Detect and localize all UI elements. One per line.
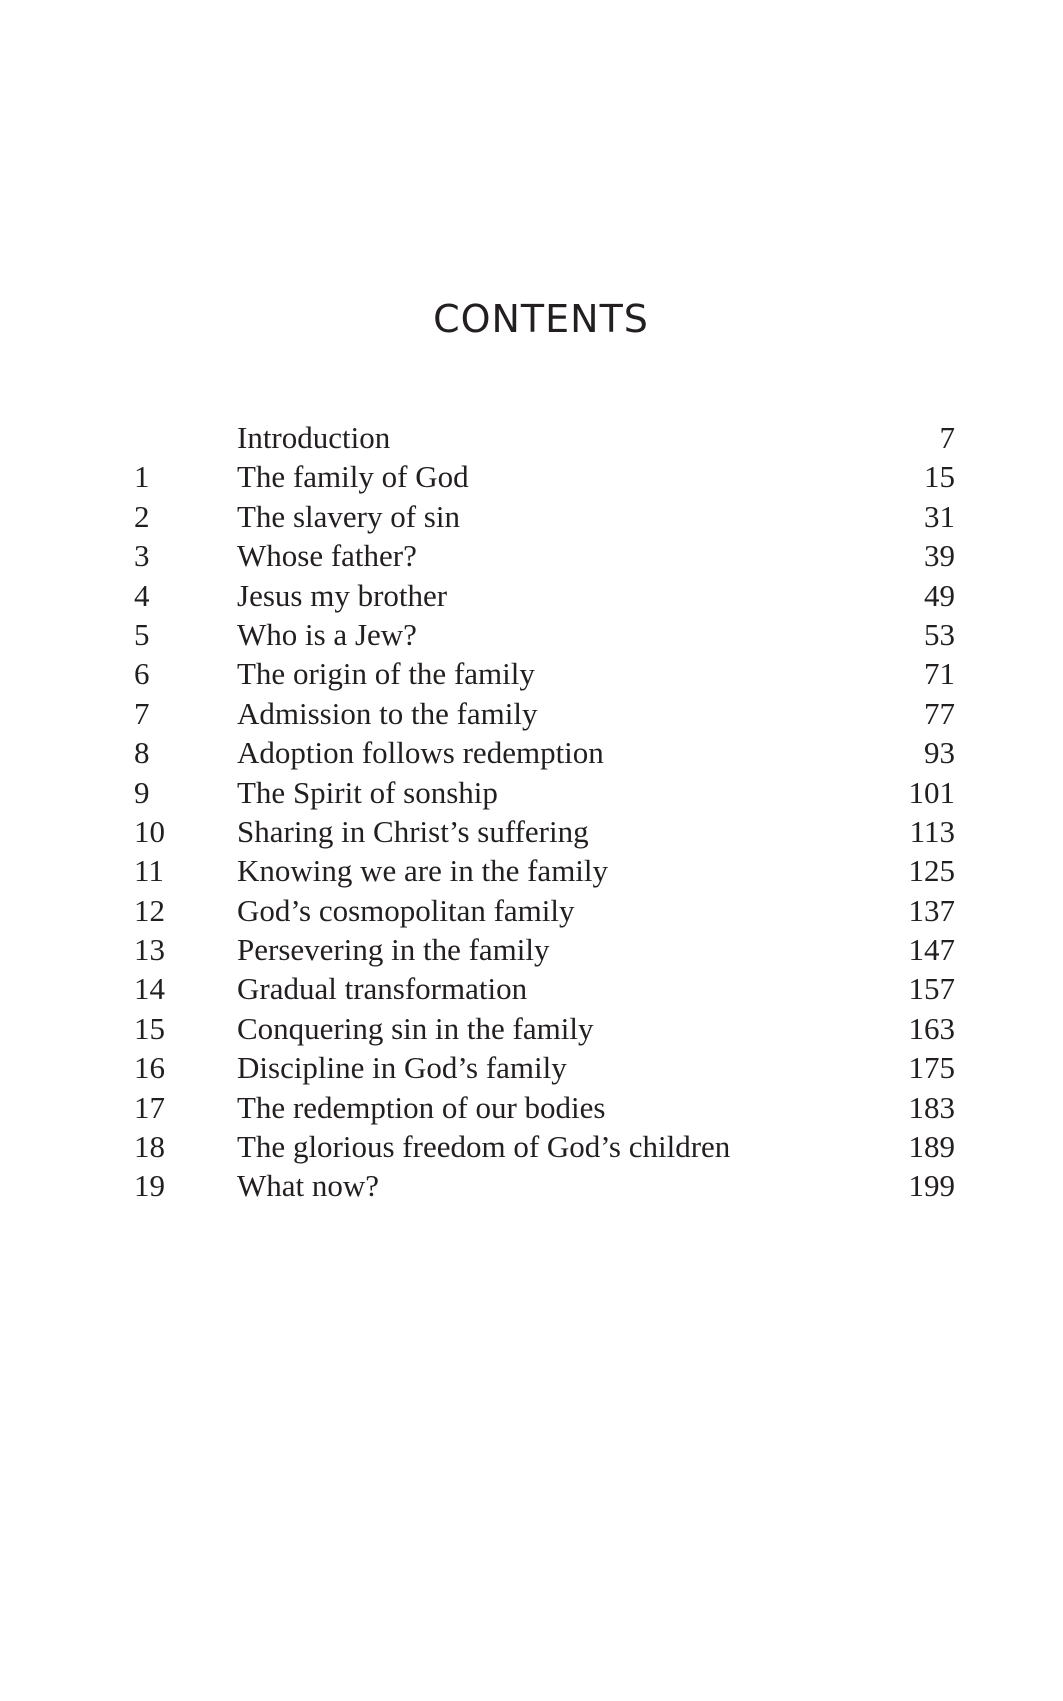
chapter-number: 19 [134, 1168, 165, 1204]
page-number: 113 [909, 813, 955, 849]
chapter-title: Jesus my brother [237, 577, 448, 613]
toc-entry [130, 969, 955, 1008]
toc-entry [130, 733, 955, 772]
chapter-title: The glorious freedom of God’s children [237, 1129, 731, 1165]
chapter-number: 4 [134, 577, 150, 613]
chapter-number: 7 [134, 695, 150, 731]
chapter-number: 14 [134, 971, 165, 1007]
page-number: 183 [908, 1089, 955, 1125]
toc-entry [130, 457, 955, 496]
page-number: 175 [908, 1050, 955, 1086]
chapter-number: 6 [134, 656, 150, 692]
toc-entry [130, 1166, 955, 1205]
chapter-title: The slavery of sin [237, 498, 460, 534]
chapter-number: 9 [134, 774, 150, 810]
chapter-number: 3 [134, 538, 150, 574]
chapter-number: 8 [134, 735, 150, 771]
page-number: 147 [908, 932, 955, 968]
page-number: 199 [908, 1168, 955, 1204]
chapter-number: 5 [134, 616, 150, 652]
page-number: 137 [908, 892, 955, 928]
chapter-title: Persevering in the family [237, 932, 550, 968]
chapter-title: The redemption of our bodies [237, 1089, 606, 1125]
toc-entry [130, 1048, 955, 1087]
chapter-title: Who is a Jew? [237, 616, 417, 652]
page-number: 93 [924, 735, 955, 771]
toc-entry [130, 1009, 955, 1048]
chapter-title: What now? [237, 1168, 380, 1204]
chapter-number: 18 [134, 1129, 165, 1165]
page-number: 53 [924, 616, 955, 652]
page-number: 49 [924, 577, 955, 613]
toc-entry [130, 694, 955, 733]
toc-entry-introduction [130, 418, 955, 457]
chapter-number: 1 [134, 459, 150, 495]
page-number: 77 [924, 695, 955, 731]
page-title: CONTENTS [433, 297, 649, 341]
chapter-title: Sharing in Christ’s suffering [237, 813, 589, 849]
chapter-number: 10 [134, 813, 165, 849]
toc-entry [130, 536, 955, 575]
chapter-number: 15 [134, 1010, 165, 1046]
chapter-number: 13 [134, 932, 165, 968]
chapter-title: Gradual transformation [237, 971, 528, 1007]
chapter-title: The Spirit of sonship [237, 774, 498, 810]
chapter-number: 11 [134, 853, 164, 889]
chapter-number: 16 [134, 1050, 165, 1086]
toc-entry [130, 497, 955, 536]
chapter-title: Adoption follows redemption [237, 735, 604, 771]
toc-entry [130, 1127, 955, 1166]
chapter-number: 2 [134, 498, 150, 534]
chapter-number: 17 [134, 1089, 165, 1125]
toc-entry [130, 773, 955, 812]
chapter-number: 12 [134, 892, 165, 928]
chapter-title: The family of God [237, 459, 469, 495]
page-number: 101 [908, 774, 955, 810]
chapter-title: Whose father? [237, 538, 417, 574]
chapter-title: Knowing we are in the family [237, 853, 609, 889]
chapter-title: The origin of the family [237, 656, 535, 692]
page-number: 163 [908, 1010, 955, 1046]
table-of-contents [130, 418, 955, 1206]
toc-entry [130, 851, 955, 890]
toc-entry [130, 891, 955, 930]
page-number: 71 [924, 656, 955, 692]
page-number: 189 [908, 1129, 955, 1165]
chapter-title: Admission to the family [237, 695, 538, 731]
chapter-title: Conquering sin in the family [237, 1010, 594, 1046]
page-number: 125 [908, 853, 955, 889]
chapter-title: Introduction [237, 420, 391, 455]
toc-entry [130, 1088, 955, 1127]
toc-entry [130, 576, 955, 615]
page-number: 31 [924, 498, 955, 534]
chapter-title: Discipline in God’s family [237, 1050, 567, 1086]
page-number: 157 [908, 971, 955, 1007]
page-number: 15 [924, 459, 955, 495]
chapter-title: God’s cosmopolitan family [237, 892, 575, 928]
toc-entry [130, 654, 955, 693]
toc-entry [130, 615, 955, 654]
page-number: 7 [939, 420, 955, 455]
page-number: 39 [924, 538, 955, 574]
toc-entry [130, 930, 955, 969]
toc-entry [130, 812, 955, 851]
